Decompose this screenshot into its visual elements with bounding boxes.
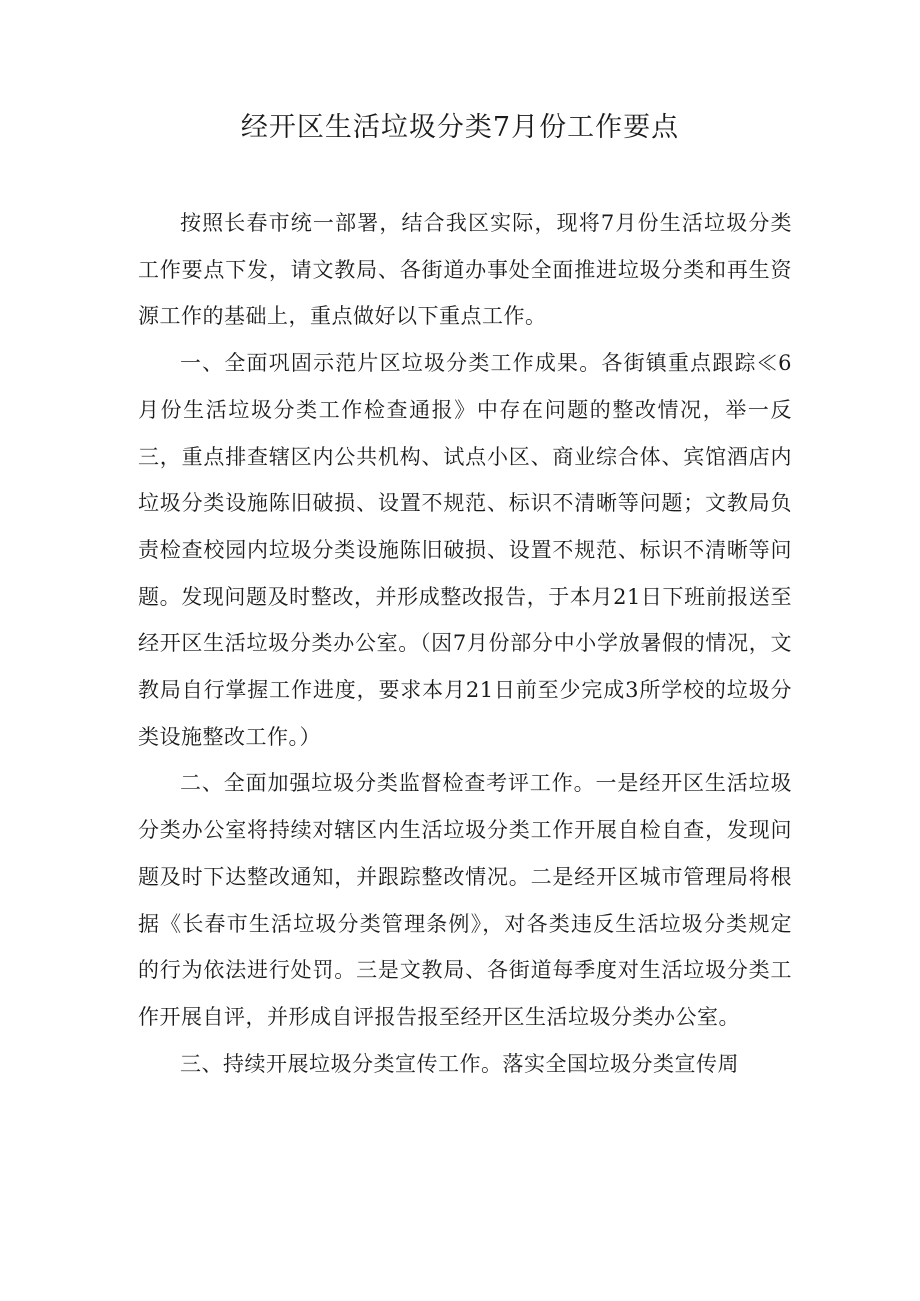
- document-title: 经开区生活垃圾分类7月份工作要点: [240, 112, 680, 143]
- section-one-paragraph: 一、全面巩固示范片区垃圾分类工作成果。各街镇重点跟踪≪6月份生活垃圾分类工作检查通报》中存在问题的整改情况，举一反三，重点排查辖区内公共机构、试点小区、商业综合体、宾馆酒店内垃圾分类设施陈旧破损、设置不规范、标识不清晰等问题；文教局负责检查校园内垃圾分类设施陈旧破损、设置不规范、标识不清晰等问题。发现问题及时整改，并形成整改报告，于本月21日下班前报送至经开区生活垃圾分类办公室。（因7月份部分中小学放暑假的情况，文教局自行掌握工作进度，要求本月21日前至少完成3所学校的垃圾分类设施整改工作。）: [138, 351, 792, 749]
- section-two-paragraph: 二、全面加强垃圾分类监督检查考评工作。一是经开区生活垃圾分类办公室将持续对辖区内生活垃圾分类工作开展自检自查，发现问题及时下达整改通知，并跟踪整改情况。二是经开区城市管理局将根据《长春市生活垃圾分类管理条例》，对各类违反生活垃圾分类规定的行为依法进行处罚。三是文教局、各街道每季度对生活垃圾分类工作开展自评，并形成自评报告报至经开区生活垃圾分类办公室。: [138, 771, 792, 1029]
- intro-paragraph: 按照长春市统一部署，结合我区实际，现将7月份生活垃圾分类工作要点下发，请文教局、各街道办事处全面推进垃圾分类和再生资源工作的基础上，重点做好以下重点工作。: [138, 211, 792, 329]
- section-three-paragraph: 三、持续开展垃圾分类宣传工作。落实全国垃圾分类宣传周: [180, 1051, 739, 1076]
- document-body: [138, 200, 792, 1087]
